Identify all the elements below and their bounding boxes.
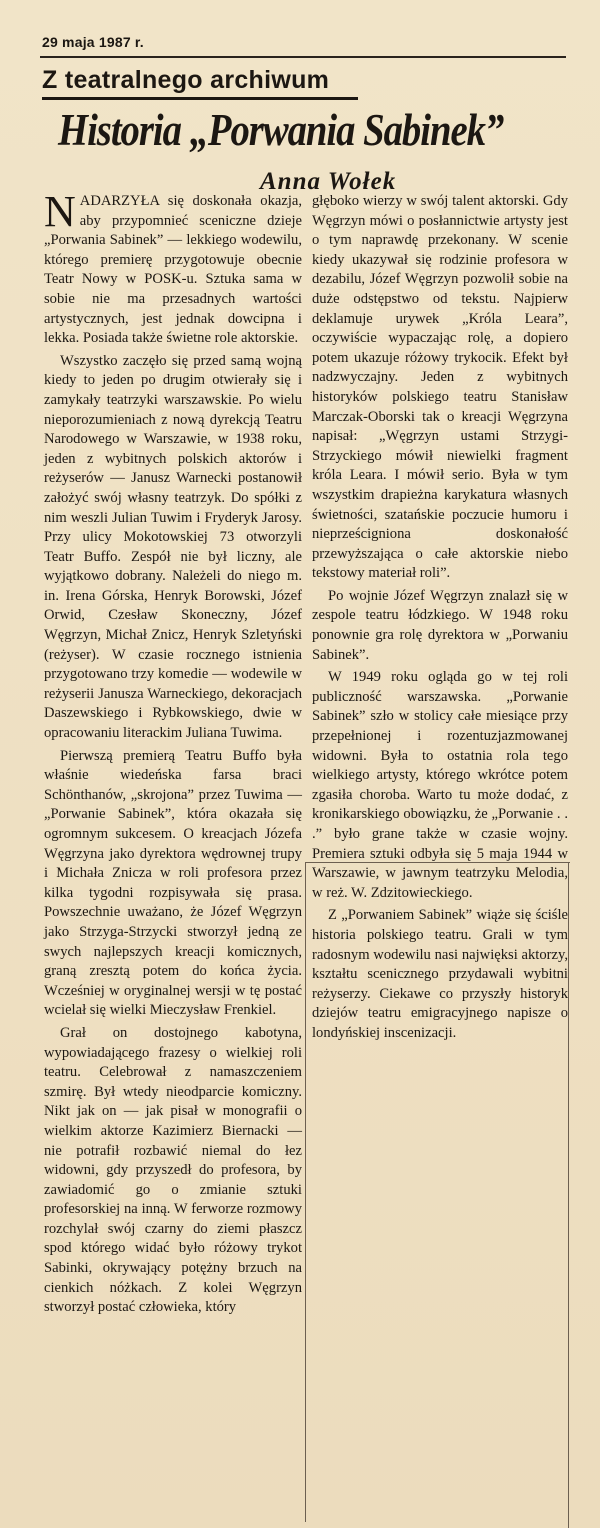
paragraph: głęboko wierzy w swój talent aktorski. Gdy Węgrzyn mówi o posłannictwie artysty jest o tym naprawdę przekonany. W scenie kiedy ukazywał się rodzinie profesora w dezabilu, Józef Węgrzyn pozwolił sobie na duże odstępstwo od tekstu. Najpierw deklamuje urywek „Króla Leara”, oczywiście wypaczając rolę, a dopiero potem ukazuje różowy trykocik. Efekt był nadzwyczajny. Jeden z wybitnych historyków polskiego teatru Stanisław Marczak-Oborski tak o kreacji Węgrzyna napisał: „Węgrzyn ustami Strzygi-Strzyckiego mówił niewielki fragment króla Leara. I mówił serio. Była w tym wszystkim drapieżna karykatura własnych świetności, szatańskie poczucie humoru i nieprześcigniona doskonałość przewyższająca o całe aktorskie niebo tekstowy materiał roli”. [312, 193, 568, 582]
paragraph: Z „Porwaniem Sabinek” wiąże się ściśle historia polskiego teatru. Grali w tym radosnym wodewilu nasi najwięksi aktorzy, kształtu scenicznego przydawali wybitni reżyserzy. Ciekawe co przyszły historyk dziejów teatru emigracyjnego napisze o londyńskiej inscenizacji. [312, 907, 568, 1041]
box-top-border [305, 862, 570, 863]
paragraph: Grał on dostojnego kabotyna, wypowiadającego frazesy o wielkiej roli teatru. Celebrował z namaszczeniem szmirę. Był wtedy nieodparcie komiczny. Nikt jak on — jak pisał w monografii o wielkim aktorze Kazimierz Biernacki — nie potrafił rozbawić niemal do łez widowni, gdy przyszedł do profesora, by zawiadomić go o zmianie sztuki profesorskiej na inną. W ferworze rozmowy rozchylał swój czarny do ziemi płaszcz spod którego widać było różowy trykot Sabinki, okrywający potężny brzuch na cienkich nóżkach. Z kolei Węgrzyn stworzył postać człowieka, który [44, 1024, 302, 1316]
left-column [44, 187, 302, 1321]
section-title: Z teatralnego archiwum [42, 66, 358, 100]
drop-cap: N [44, 187, 76, 236]
byline: Anna Wołek [260, 168, 397, 195]
headline: Historia „Porwania Sabinek” [58, 105, 504, 155]
top-rule [40, 56, 566, 58]
right-column [312, 192, 568, 1047]
paragraph: W 1949 roku ogląda go w tej roli publiczność warszawska. „Porwanie Sabinek” szło w stolicy całe miesiące przy przepełnionej i rozentuzjazmowanej widowni. Była to ostatnia rola tego wielkiego artysty, którego wkrótce potem zgasiła choroba. Warto tu może dodać, z kronikarskiego obowiązku, że „Porwanie . . .” było grane także w czasie wojny. Premiera sztuki odbyła się 5 maja 1944 w Warszawie, w jawnym teatrzyku Melodia, w reż. W. Zdzitowieckiego. [312, 669, 568, 901]
publication-date: 29 maja 1987 r. [42, 34, 144, 50]
paragraph: Wszystko zaczęło się przed samą wojną kiedy to jeden po drugim otwierały się i zamykały teatrzyki warszawskie. Po wielu nieporozumieniach z nową dyrekcją Teatru Narodowego w Warszawie, w 1938 roku, jeden z wybitnych polskich aktorów i reżyserów — Janusz Warnecki postanowił założyć swój własny teatrzyk. Do spółki z nim weszli Julian Tuwim i Fryderyk Jarosy. Przy ulicy Mokotowskiej 73 otworzyli Teatr Buffo. Zespół nie był liczny, ale wyjątkowo dobrany. Należeli do niego m. in. Irena Górska, Henryk Borowski, Józef Orwid, Czesław Skoneczny, Józef Węgrzyn, Michał Znicz, Henryk Szletyński (reżyser). W czasie rocznego istnienia przygotowano trzy komedie — wodewile w reżyserii Janusza Warneckiego, dekoracjach Daszewskiego i Rybkowskiego, dwie w opracowaniu literackim Juliana Tuwima. [44, 352, 302, 742]
column-divider [305, 862, 306, 1522]
paragraph: Po wojnie Józef Węgrzyn znalazł się w zespole teatru łódzkiego. W 1948 roku ponownie gra rolę dyrektora w „Porwaniu Sabinek”. [312, 587, 568, 663]
box-right-border [568, 862, 569, 1528]
paragraph: Pierwszą premierą Teatru Buffo była właśnie wiedeńska farsa braci Schönthanów, „skrojona” przez Tuwima — „Porwanie Sabinek”, która okazała się ogromnym sukcesem. O kreacjach Józefa Węgrzyna jako dyrektora wędrownej trupy i Michała Znicza w roli profesora przez kilka tygodni rozpisywała się prasa. Powszechnie uważano, że Józef Węgrzyn jako Strzyga-Strzycki stworzył jedną ze swych najlepszych kreacji komicznych, graną zresztą potem do końca życia. Wcześniej w oryginalnej wersji w tę postać wcielał się wielki Mieczysław Frenkiel. [44, 747, 302, 1019]
paragraph-text: ADARZYŁA się doskonała okazja, aby przypomnieć sceniczne dzieje „Porwania Sabinek” — lekkiego wodewilu, którego premierę przygotowuje obecnie Teatr Nowy w POSK-u. Sztuka sama w sobie nie ma przesadnych wartości artystycznych, jest jednak dowcipna i lekka. Posiada także świetne role aktorskie. [44, 193, 302, 347]
paragraph [44, 187, 302, 349]
